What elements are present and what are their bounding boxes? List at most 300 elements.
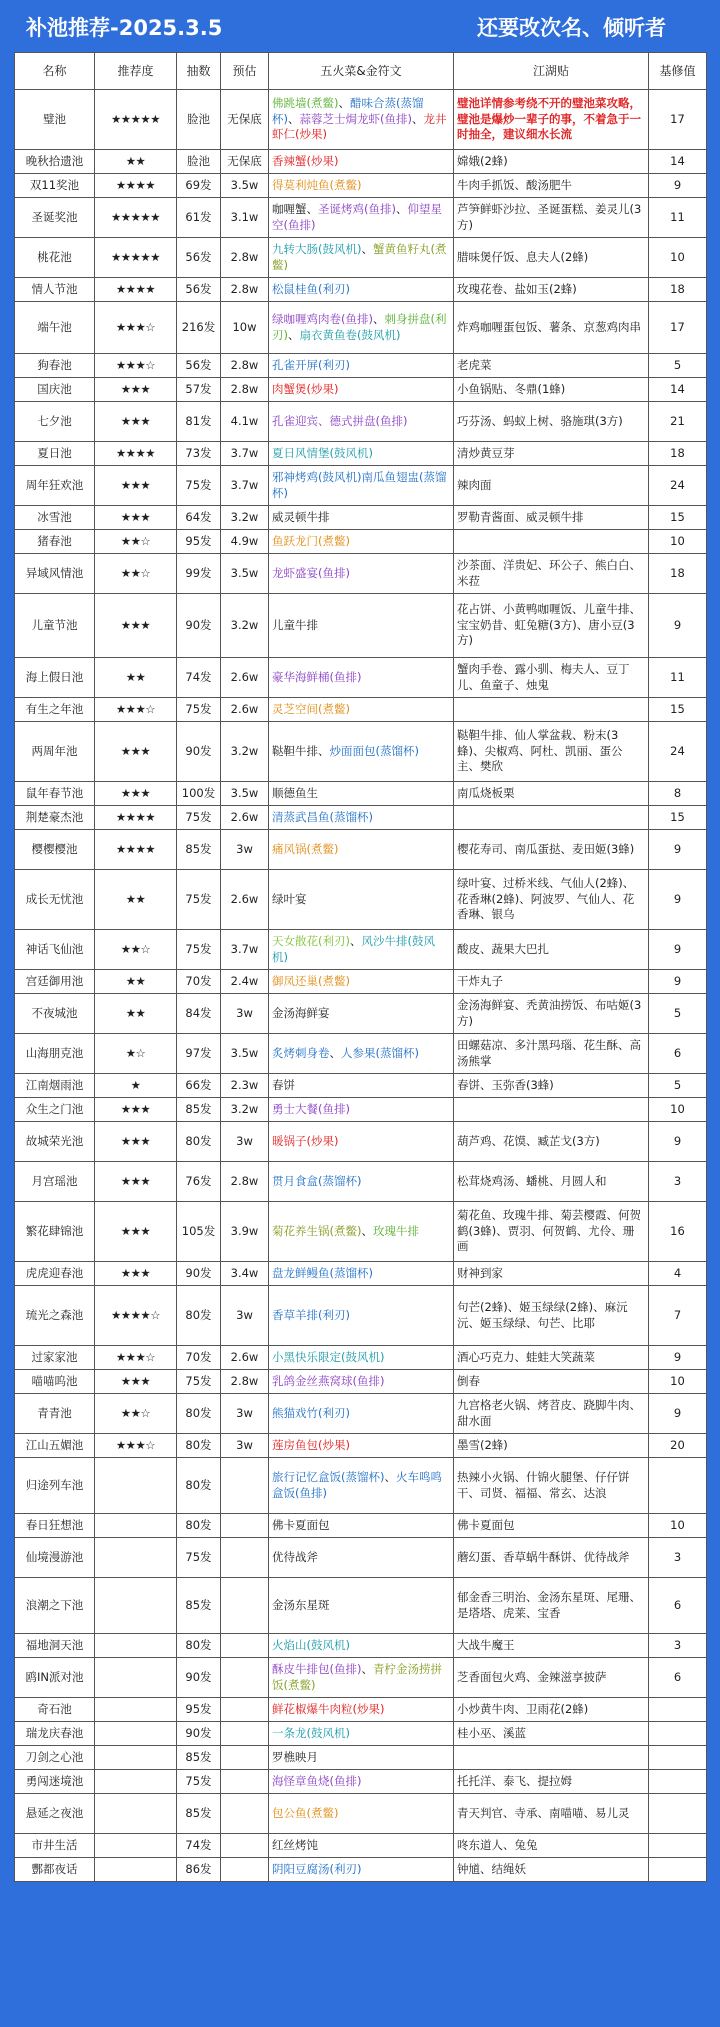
estimate: 2.6w (221, 870, 269, 930)
dish-cell-text: 天女散花(利刃) (272, 933, 350, 948)
pool-name: 璧池 (15, 90, 95, 150)
note-cell (454, 174, 649, 198)
recommend-stars: ★★★ (95, 402, 177, 442)
pool-name: 宫廷御用池 (15, 970, 95, 994)
base-value: 10 (649, 238, 707, 278)
estimate (221, 1858, 269, 1882)
estimate: 3.4w (221, 1262, 269, 1286)
note-cell (454, 1034, 649, 1074)
recommend-stars: ★★★★☆ (95, 1286, 177, 1346)
draw-count: 75发 (177, 1370, 221, 1394)
base-value: 9 (649, 1394, 707, 1434)
dish-cell-text: 御凤还巢(煮鳖) (272, 973, 350, 988)
draw-count: 85发 (177, 1746, 221, 1770)
table-row (15, 466, 707, 506)
recommend-stars (95, 1578, 177, 1634)
dish-cell-text: 红丝烤饨 (272, 1837, 318, 1852)
note-cell-text: 咚东道人、兔兔 (457, 1837, 538, 1852)
table-row (15, 1578, 707, 1634)
table-row (15, 930, 707, 970)
draw-count: 56发 (177, 354, 221, 378)
estimate: 3.7w (221, 466, 269, 506)
recommend-stars: ★★★ (95, 1202, 177, 1262)
dish-cell (269, 1658, 454, 1698)
recommend-stars: ★★★ (95, 1262, 177, 1286)
base-value: 10 (649, 1514, 707, 1538)
recommend-stars: ★★ (95, 870, 177, 930)
base-value: 3 (649, 1538, 707, 1578)
dish-cell-text: 豪华海鲜桶(鱼排) (272, 669, 362, 684)
draw-count: 95发 (177, 1698, 221, 1722)
dish-cell-text: 包公鱼(煮鳖) (272, 1805, 339, 1820)
recommend-stars: ★★★★ (95, 174, 177, 198)
estimate: 3.7w (221, 930, 269, 970)
table-row (15, 1202, 707, 1262)
draw-count: 95发 (177, 530, 221, 554)
recommend-stars: ★☆ (95, 1034, 177, 1074)
dish-cell (269, 1098, 454, 1122)
draw-count: 80发 (177, 1634, 221, 1658)
note-cell-text: 郁金香三明治、金汤东星斑、尾珊、是塔塔、虎莱、宝香 (457, 1589, 641, 1620)
note-cell (454, 1370, 649, 1394)
draw-count: 85发 (177, 1794, 221, 1834)
pool-name: 成长无忧池 (15, 870, 95, 930)
draw-count: 85发 (177, 830, 221, 870)
recommend-stars: ★★★★★ (95, 198, 177, 238)
dish-cell-text: 、 (288, 111, 300, 126)
pool-name: 儿童节池 (15, 594, 95, 658)
note-cell (454, 1698, 649, 1722)
base-value: 9 (649, 174, 707, 198)
recommend-stars (95, 1834, 177, 1858)
dish-cell (269, 402, 454, 442)
note-cell (454, 1202, 649, 1262)
note-cell-text: 佛卡夏面包 (457, 1517, 515, 1532)
base-value: 9 (649, 830, 707, 870)
estimate (221, 1746, 269, 1770)
table-row (15, 378, 707, 402)
pool-name: 众生之门池 (15, 1098, 95, 1122)
table-row (15, 278, 707, 302)
table-row (15, 1834, 707, 1858)
note-cell-text: 老虎菜 (457, 357, 492, 372)
dish-cell-text: 、 (395, 201, 408, 216)
dish-cell-text: 圣诞烤鸡(鱼排) (318, 201, 396, 216)
estimate: 4.1w (221, 402, 269, 442)
dish-cell (269, 930, 454, 970)
dish-cell (269, 174, 454, 198)
table-row (15, 1098, 707, 1122)
pool-name: 故城荣光池 (15, 1122, 95, 1162)
recommend-stars (95, 1794, 177, 1834)
recommend-stars: ★★ (95, 994, 177, 1034)
table-row (15, 1162, 707, 1202)
note-cell (454, 1286, 649, 1346)
draw-count: 99发 (177, 554, 221, 594)
draw-count: 56发 (177, 278, 221, 302)
draw-count: 90发 (177, 722, 221, 782)
note-cell-text: 巧芬汤、蚂蚁上树、骆施琪(3方) (457, 413, 623, 428)
dish-cell (269, 1262, 454, 1286)
dish-cell (269, 442, 454, 466)
estimate (221, 1770, 269, 1794)
base-value (649, 1794, 707, 1834)
dish-cell (269, 466, 454, 506)
recommend-stars (95, 1858, 177, 1882)
base-value: 15 (649, 806, 707, 830)
base-value (649, 1746, 707, 1770)
base-value: 7 (649, 1286, 707, 1346)
dish-cell-text: 莲房鱼包(炒果) (272, 1437, 350, 1452)
draw-count: 84发 (177, 994, 221, 1034)
page-subtitle: 还要改次名、倾听者 (477, 16, 666, 40)
table-row (15, 1722, 707, 1746)
dish-cell-text: 火车鸣鸣盒饭(鱼排) (272, 1469, 442, 1500)
dish-cell-text: 优待战斧 (272, 1549, 318, 1564)
dish-cell (269, 1746, 454, 1770)
recommend-stars: ★★ (95, 658, 177, 698)
estimate: 2.8w (221, 354, 269, 378)
table-row (15, 1262, 707, 1286)
draw-count: 66发 (177, 1074, 221, 1098)
dish-cell-text: 佛跳墙(煮鳖) (272, 96, 339, 111)
estimate: 2.6w (221, 658, 269, 698)
note-cell-text: 葫芦鸡、花馍、臧芷戈(3方) (457, 1133, 600, 1148)
note-cell (454, 830, 649, 870)
dish-cell-text: 鱼跃龙门(煮鳖) (272, 533, 350, 548)
dish-cell-text: 夏日风情堡(鼓风机) (272, 445, 373, 460)
note-cell (454, 1858, 649, 1882)
estimate: 2.8w (221, 1370, 269, 1394)
dish-cell-text: 蒜蓉芝士焗龙虾(鱼排) (299, 111, 412, 126)
table-row (15, 1634, 707, 1658)
draw-count: 70发 (177, 970, 221, 994)
estimate: 4.9w (221, 530, 269, 554)
dish-cell-text: 邪神烤鸡(鼓风机)南瓜鱼翅盅(蒸馏杯) (272, 469, 447, 500)
dish-cell (269, 722, 454, 782)
base-value: 9 (649, 970, 707, 994)
dish-cell (269, 782, 454, 806)
note-cell-text: 辣肉面 (457, 477, 492, 492)
pool-name: 青青池 (15, 1394, 95, 1434)
dish-cell-text: 绿咖喱鸡肉卷(鱼排) (272, 311, 373, 326)
dish-cell-text: 松鼠桂鱼(利刃) (272, 281, 350, 296)
column-header: 抽数 (177, 53, 221, 90)
page-title: 补池推荐-2025.3.5 (26, 16, 223, 40)
dish-cell-text: 勇士大餐(鱼排) (272, 1101, 350, 1116)
estimate (221, 1698, 269, 1722)
draw-count: 脸池 (177, 90, 221, 150)
base-value: 10 (649, 1098, 707, 1122)
recommend-stars: ★★★★ (95, 278, 177, 302)
base-value: 9 (649, 594, 707, 658)
dish-cell-text: 咖喱蟹 (272, 201, 307, 216)
pool-name: 浪潮之下池 (15, 1578, 95, 1634)
recommend-stars: ★★ (95, 150, 177, 174)
pool-name: 归途列车池 (15, 1458, 95, 1514)
recommend-stars (95, 1634, 177, 1658)
dish-cell (269, 1538, 454, 1578)
recommend-stars: ★★★☆ (95, 354, 177, 378)
recommend-stars: ★★★ (95, 1370, 177, 1394)
note-cell-text: 松茸烧鸡汤、蟠桃、月圆人和 (457, 1173, 607, 1188)
table-row (15, 1122, 707, 1162)
note-cell-text: 沙茶面、洋贵妃、环公子、熊白白、米菈 (457, 557, 641, 588)
table-row (15, 698, 707, 722)
dish-cell (269, 302, 454, 354)
pool-name: 两周年池 (15, 722, 95, 782)
dish-cell-text: 鲜花椒爆牛肉粒(炒果) (272, 1701, 385, 1716)
draw-count: 69发 (177, 174, 221, 198)
base-value: 5 (649, 994, 707, 1034)
note-cell-text: 桂小巫、溪蓝 (457, 1725, 526, 1740)
draw-count: 57发 (177, 378, 221, 402)
recommend-stars: ★★★ (95, 506, 177, 530)
note-cell (454, 970, 649, 994)
note-cell (454, 302, 649, 354)
column-header: 基修值 (649, 53, 707, 90)
dish-cell-text: 炙烤刺身卷 (272, 1045, 330, 1060)
table-row (15, 1394, 707, 1434)
recommend-stars: ★★★ (95, 594, 177, 658)
dish-cell (269, 278, 454, 302)
base-value: 5 (649, 1074, 707, 1098)
pool-name: 情人节池 (15, 278, 95, 302)
draw-count: 97发 (177, 1034, 221, 1074)
note-cell-text: 墨雪(2蜂) (457, 1437, 508, 1452)
draw-count: 75发 (177, 870, 221, 930)
note-cell (454, 1578, 649, 1634)
recommend-stars (95, 1538, 177, 1578)
note-cell-text: 蟹肉手卷、露小驯、梅夫人、豆丁儿、鱼童子、烛鬼 (457, 661, 630, 692)
dish-cell (269, 830, 454, 870)
pool-name: 端午池 (15, 302, 95, 354)
table-row (15, 1074, 707, 1098)
note-cell (454, 442, 649, 466)
table-row (15, 1770, 707, 1794)
pool-name: 山海朋克池 (15, 1034, 95, 1074)
base-value: 14 (649, 378, 707, 402)
pool-name: 福地洞天池 (15, 1634, 95, 1658)
dish-cell-text: 肉蟹煲(炒果) (272, 381, 339, 396)
base-value (649, 1834, 707, 1858)
dish-cell (269, 1346, 454, 1370)
note-cell-text: 芝香面包火鸡、金辣滋享披萨 (457, 1669, 607, 1684)
dish-cell (269, 1770, 454, 1794)
draw-count: 86发 (177, 1858, 221, 1882)
base-value (649, 1722, 707, 1746)
dish-cell-text: 、 (288, 327, 300, 342)
dish-cell-text: 清蒸武昌鱼(蒸馏杯) (272, 809, 373, 824)
base-value (649, 1770, 707, 1794)
pool-name: 荆楚豪杰池 (15, 806, 95, 830)
dish-cell (269, 378, 454, 402)
dish-cell (269, 530, 454, 554)
pool-name: 过家家池 (15, 1346, 95, 1370)
note-cell-text: 小炒黄牛肉、卫雨花(2蜂) (457, 1701, 589, 1716)
dish-cell-text: 佛卡夏面包 (272, 1517, 330, 1532)
dish-cell (269, 1074, 454, 1098)
draw-count: 90发 (177, 1658, 221, 1698)
note-cell (454, 658, 649, 698)
pool-name: 双11奖池 (15, 174, 95, 198)
draw-count: 61发 (177, 198, 221, 238)
pool-name: 圣诞奖池 (15, 198, 95, 238)
estimate: 2.4w (221, 970, 269, 994)
dish-cell (269, 554, 454, 594)
table-body (15, 90, 707, 1882)
dish-cell-text: 玫瑰牛排 (372, 1223, 419, 1238)
table-row (15, 442, 707, 466)
pool-name: 有生之年池 (15, 698, 95, 722)
pool-name: 月宫瑶池 (15, 1162, 95, 1202)
estimate: 2.6w (221, 806, 269, 830)
base-value (649, 1698, 707, 1722)
pool-name: 七夕池 (15, 402, 95, 442)
table-row (15, 402, 707, 442)
estimate: 3.5w (221, 174, 269, 198)
dish-cell-text: 旅行记忆盒饭(蒸馏杯) (272, 1469, 385, 1484)
note-cell-text: 大战牛魔王 (457, 1637, 515, 1652)
table-row (15, 354, 707, 378)
draw-count: 75发 (177, 1770, 221, 1794)
note-cell-text: 玫瑰花卷、盐如玉(2蜂) (457, 281, 577, 296)
dish-cell-text: 、 (361, 241, 373, 256)
note-cell-text: 蘑幻蛋、香草蜗牛酥饼、优待战斧 (457, 1549, 630, 1564)
dish-cell-text: 、 (372, 311, 385, 326)
draw-count: 80发 (177, 1458, 221, 1514)
note-cell (454, 806, 649, 830)
dish-cell-text: 、 (349, 933, 362, 948)
dish-cell-text: 香辣蟹(炒果) (272, 153, 339, 168)
estimate: 2.8w (221, 278, 269, 302)
note-cell (454, 466, 649, 506)
draw-count: 80发 (177, 1394, 221, 1434)
note-cell (454, 354, 649, 378)
note-cell (454, 1722, 649, 1746)
draw-count: 75发 (177, 466, 221, 506)
note-cell (454, 722, 649, 782)
dish-cell-text: 阴阳豆腐汤(利刃) (272, 1861, 362, 1876)
dish-cell-text: 顺德鱼生 (272, 785, 318, 800)
note-cell (454, 1746, 649, 1770)
dish-cell-text: 春饼 (272, 1077, 295, 1092)
dish-cell-text: 龙井虾仁(炒果) (272, 111, 447, 142)
estimate: 10w (221, 302, 269, 354)
draw-count: 73发 (177, 442, 221, 466)
draw-count: 脸池 (177, 150, 221, 174)
dish-cell (269, 658, 454, 698)
dish-cell (269, 870, 454, 930)
note-cell-text: 钟馗、结绳妖 (457, 1861, 526, 1876)
note-cell (454, 150, 649, 174)
table-row (15, 1858, 707, 1882)
base-value: 11 (649, 198, 707, 238)
dish-cell (269, 1034, 454, 1074)
dish-cell-text: 孔雀迎宾、德式拼盘(鱼排) (272, 413, 408, 428)
base-value: 18 (649, 554, 707, 594)
draw-count: 80发 (177, 1286, 221, 1346)
estimate (221, 1634, 269, 1658)
pool-name: 江山五媚池 (15, 1434, 95, 1458)
table-row (15, 1746, 707, 1770)
pool-table (14, 52, 707, 1882)
base-value: 9 (649, 870, 707, 930)
dish-cell (269, 354, 454, 378)
note-cell-text: 田螺菇凉、多汁黑玛瑙、花生酥、高汤熊掌 (457, 1037, 641, 1068)
note-cell-text: 干炸丸子 (457, 973, 503, 988)
dish-cell-text: 火焰山(鼓风机) (272, 1637, 350, 1652)
recommend-stars: ★ (95, 1074, 177, 1098)
dish-cell-text: 灵芝空间(煮鳖) (272, 701, 350, 716)
estimate: 3.2w (221, 594, 269, 658)
draw-count: 105发 (177, 1202, 221, 1262)
note-cell (454, 1514, 649, 1538)
table-row (15, 1286, 707, 1346)
estimate: 3w (221, 1122, 269, 1162)
pool-name: 国庆池 (15, 378, 95, 402)
note-cell-text: 句芒(2蜂)、姬玉绿绿(2蜂)、麻沅沅、姬玉绿绿、句芒、比耶 (457, 1299, 628, 1330)
note-cell-text: 金汤海鲜宴、秃黄油捞饭、布咕姬(3方) (457, 997, 642, 1028)
estimate: 3w (221, 994, 269, 1034)
dish-cell (269, 1162, 454, 1202)
note-cell (454, 1634, 649, 1658)
estimate (221, 1458, 269, 1514)
recommend-stars: ★★★★ (95, 830, 177, 870)
estimate (221, 1834, 269, 1858)
note-cell-text: 酒心巧克力、蛙蛙大笑蔬菜 (457, 1349, 595, 1364)
draw-count: 70发 (177, 1346, 221, 1370)
estimate: 3.2w (221, 506, 269, 530)
base-value (649, 1458, 707, 1514)
draw-count: 80发 (177, 1122, 221, 1162)
note-cell-text: 璧池详情参考绕不开的璧池菜攻略，璧池是爆炒一辈子的事，不着急于一时抽全，建议细水长流 (457, 96, 641, 142)
note-cell (454, 530, 649, 554)
table-row (15, 1458, 707, 1514)
base-value: 3 (649, 1162, 707, 1202)
dish-cell-text: 刺身拼盘(利刃) (272, 311, 447, 342)
draw-count: 76发 (177, 1162, 221, 1202)
dish-cell-text: 九转大肠(鼓风机) (272, 241, 362, 256)
table-row (15, 1698, 707, 1722)
dish-cell (269, 1858, 454, 1882)
dish-cell-text: 人参果(蒸馏杯) (341, 1045, 419, 1060)
recommend-stars: ★★★☆ (95, 698, 177, 722)
note-cell (454, 278, 649, 302)
table-row (15, 1658, 707, 1698)
estimate: 3.5w (221, 554, 269, 594)
note-cell-text: 小鱼锅贴、冬鼎(1蜂) (457, 381, 566, 396)
estimate: 无保底 (221, 150, 269, 174)
draw-count: 75发 (177, 930, 221, 970)
pool-name: 冰雪池 (15, 506, 95, 530)
dish-cell-text: 贯月食盒(蒸馏杯) (272, 1173, 362, 1188)
base-value: 9 (649, 930, 707, 970)
note-cell-text: 酸皮、蔬果大巴扎 (457, 941, 549, 956)
estimate: 3.1w (221, 198, 269, 238)
estimate: 3.2w (221, 1098, 269, 1122)
dish-cell-text: 盘龙鲜鳗鱼(蒸馏杯) (272, 1265, 373, 1280)
note-cell-text: 倒春 (457, 1373, 480, 1388)
note-cell (454, 1074, 649, 1098)
dish-cell-text: 痛风锅(煮鳖) (272, 841, 339, 856)
base-value: 18 (649, 442, 707, 466)
note-cell (454, 1394, 649, 1434)
base-value: 10 (649, 1370, 707, 1394)
estimate: 3.7w (221, 442, 269, 466)
draw-count: 64发 (177, 506, 221, 530)
dish-cell-text: 、 (338, 96, 350, 111)
